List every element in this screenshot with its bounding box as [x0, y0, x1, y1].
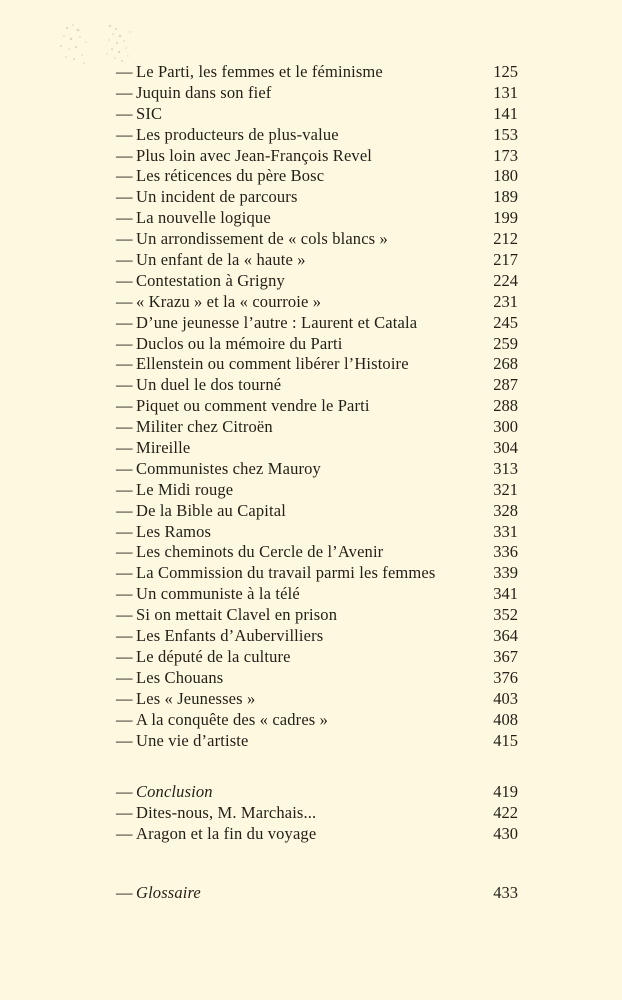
toc-entry[interactable]: [116, 83, 518, 104]
toc-entry[interactable]: [116, 354, 518, 375]
em-dash-icon: —: [116, 605, 133, 625]
em-dash-icon: —: [116, 417, 133, 437]
toc-entry-title: De la Bible au Capital: [136, 500, 286, 520]
toc-entry-title: Conclusion: [136, 782, 213, 802]
toc-entry[interactable]: [116, 417, 518, 438]
em-dash-icon: —: [116, 250, 133, 270]
toc-entry-title: La nouvelle logique: [136, 208, 271, 228]
toc-entry[interactable]: [116, 584, 518, 605]
em-dash-icon: —: [116, 166, 133, 186]
em-dash-icon: —: [116, 542, 133, 562]
toc-entry[interactable]: [116, 731, 518, 752]
em-dash-icon: —: [116, 82, 133, 102]
em-dash-icon: —: [116, 270, 133, 290]
toc-entry-title: Plus loin avec Jean-François Revel: [136, 145, 373, 165]
em-dash-icon: —: [116, 229, 133, 249]
toc-entry-page-number: 288: [493, 396, 518, 416]
toc-entry-title: Piquet ou comment vendre le Parti: [136, 396, 370, 416]
toc-entry[interactable]: [116, 292, 518, 313]
em-dash-icon: —: [116, 124, 133, 144]
toc-entry-page-number: 328: [493, 500, 518, 520]
toc-entry-title: Un duel le dos tourné: [136, 375, 282, 395]
toc-entry-page-number: 352: [493, 605, 518, 625]
toc-entry-page-number: 408: [493, 709, 518, 729]
toc-entry[interactable]: [116, 480, 518, 501]
em-dash-icon: —: [116, 709, 133, 729]
toc-entry-title: Une vie d’artiste: [136, 730, 249, 750]
toc-entry-page-number: 131: [493, 82, 518, 102]
toc-entry[interactable]: [116, 563, 518, 584]
toc-entry-title: « Krazu » et la « courroie »: [136, 291, 322, 311]
toc-entry-title: Les cheminots du Cercle de l’Avenir: [136, 542, 384, 562]
toc-entry[interactable]: [116, 187, 518, 208]
toc-entry-page-number: 331: [493, 521, 518, 541]
toc-entry[interactable]: [116, 605, 518, 626]
toc-entry-list: [116, 62, 518, 904]
toc-entry-title: Ellenstein ou comment libérer l’Histoire: [136, 354, 409, 374]
toc-entry-page-number: 153: [493, 124, 518, 144]
em-dash-icon: —: [116, 145, 133, 165]
toc-entry[interactable]: [116, 803, 518, 824]
em-dash-icon: —: [116, 667, 133, 687]
em-dash-icon: —: [116, 782, 133, 802]
toc-entry[interactable]: [116, 313, 518, 334]
toc-entry[interactable]: [116, 271, 518, 292]
toc-entry-page-number: 224: [493, 270, 518, 290]
toc-entry-title: D’une jeunesse l’autre : Laurent et Catala: [136, 312, 418, 332]
toc-entry[interactable]: [116, 689, 518, 710]
toc-entry-page-number: 419: [493, 782, 518, 802]
toc-entry-page-number: 415: [493, 730, 518, 750]
toc-entry-title: Les Chouans: [136, 667, 224, 687]
toc-entry-page-number: 304: [493, 438, 518, 458]
toc-entry[interactable]: [116, 883, 518, 904]
toc-entry[interactable]: [116, 626, 518, 647]
em-dash-icon: —: [116, 208, 133, 228]
toc-entry-title: Militer chez Citroën: [136, 417, 273, 437]
toc-entry-title: Les producteurs de plus-value: [136, 124, 339, 144]
toc-entry[interactable]: [116, 229, 518, 250]
toc-entry[interactable]: [116, 438, 518, 459]
toc-entry-page-number: 180: [493, 166, 518, 186]
toc-entry-title: Le Parti, les femmes et le féminisme: [136, 62, 383, 81]
em-dash-icon: —: [116, 62, 133, 81]
toc-entry[interactable]: [116, 710, 518, 731]
toc-entry-title: La Commission du travail parmi les femmes: [136, 563, 436, 583]
toc-entry[interactable]: [116, 782, 518, 803]
toc-entry-page-number: 433: [493, 883, 518, 903]
toc-entry-title: Mireille: [136, 438, 191, 458]
toc-entry[interactable]: [116, 104, 518, 125]
toc-entry[interactable]: [116, 146, 518, 167]
toc-entry[interactable]: [116, 375, 518, 396]
em-dash-icon: —: [116, 626, 133, 646]
em-dash-icon: —: [116, 500, 133, 520]
em-dash-icon: —: [116, 824, 133, 844]
toc-entry-title: Juquin dans son fief: [136, 82, 272, 102]
em-dash-icon: —: [116, 396, 133, 416]
group-separator: [116, 751, 518, 782]
em-dash-icon: —: [116, 312, 133, 332]
em-dash-icon: —: [116, 479, 133, 499]
em-dash-icon: —: [116, 187, 133, 207]
toc-entry-page-number: 125: [493, 62, 518, 81]
toc-entry[interactable]: [116, 668, 518, 689]
toc-entry-title: Un incident de parcours: [136, 187, 298, 207]
toc-entry-page-number: 259: [493, 333, 518, 353]
toc-entry-title: Contestation à Grigny: [136, 270, 285, 290]
toc-entry-title: Le Midi rouge: [136, 479, 234, 499]
em-dash-icon: —: [116, 333, 133, 353]
toc-entry[interactable]: [116, 501, 518, 522]
toc-entry-page-number: 245: [493, 312, 518, 332]
toc-entry-page-number: 199: [493, 208, 518, 228]
toc-entry-page-number: 341: [493, 584, 518, 604]
em-dash-icon: —: [116, 103, 133, 123]
em-dash-icon: —: [116, 563, 133, 583]
toc-entry-page-number: 422: [493, 803, 518, 823]
em-dash-icon: —: [116, 688, 133, 708]
em-dash-icon: —: [116, 803, 133, 823]
toc-entry-page-number: 321: [493, 479, 518, 499]
em-dash-icon: —: [116, 646, 133, 666]
toc-entry-title: A la conquête des « cadres »: [136, 709, 329, 729]
toc-entry-page-number: 430: [493, 824, 518, 844]
toc-entry[interactable]: [116, 459, 518, 480]
toc-entry[interactable]: [116, 166, 518, 187]
toc-entry-title: Aragon et la fin du voyage: [136, 824, 317, 844]
toc-entry-title: Duclos ou la mémoire du Parti: [136, 333, 343, 353]
toc-entry-title: SIC: [136, 103, 163, 123]
toc-entry-page-number: 313: [493, 458, 518, 478]
toc-entry-page-number: 212: [493, 229, 518, 249]
toc-entry[interactable]: [116, 62, 518, 83]
toc-entry[interactable]: [116, 824, 518, 845]
toc-entry-title: Un enfant de la « haute »: [136, 250, 306, 270]
toc-entry[interactable]: [116, 522, 518, 543]
toc-entry-page-number: 287: [493, 375, 518, 395]
em-dash-icon: —: [116, 521, 133, 541]
em-dash-icon: —: [116, 291, 133, 311]
toc-entry[interactable]: [116, 396, 518, 417]
toc-entry[interactable]: [116, 250, 518, 271]
toc-entry[interactable]: [116, 208, 518, 229]
toc-entry-title: Les Enfants d’Aubervilliers: [136, 626, 324, 646]
toc-entry-title: Les réticences du père Bosc: [136, 166, 325, 186]
toc-entry-page-number: 339: [493, 563, 518, 583]
toc-entry-title: Les Ramos: [136, 521, 212, 541]
em-dash-icon: —: [116, 584, 133, 604]
toc-entry[interactable]: [116, 647, 518, 668]
toc-entry-title: Dites-nous, M. Marchais...: [136, 803, 317, 823]
em-dash-icon: —: [116, 730, 133, 750]
toc-entry-page-number: 367: [493, 646, 518, 666]
toc-entry-page-number: 231: [493, 291, 518, 311]
toc-entry[interactable]: [116, 125, 518, 146]
toc-entry-title: Communistes chez Mauroy: [136, 458, 321, 478]
toc-entry-title: Glossaire: [136, 883, 201, 903]
toc-entry-page-number: 141: [493, 103, 518, 123]
em-dash-icon: —: [116, 354, 133, 374]
toc-entry-page-number: 403: [493, 688, 518, 708]
toc-entry-page-number: 300: [493, 417, 518, 437]
group-separator: [116, 845, 518, 883]
toc-entry-page-number: 268: [493, 354, 518, 374]
em-dash-icon: —: [116, 438, 133, 458]
toc-entry-page-number: 376: [493, 667, 518, 687]
toc-entry-title: Le député de la culture: [136, 646, 291, 666]
toc-entry-page-number: 189: [493, 187, 518, 207]
toc-entry-title: Les « Jeunesses »: [136, 688, 256, 708]
em-dash-icon: —: [116, 458, 133, 478]
toc-entry[interactable]: [116, 542, 518, 563]
toc-entry-title: Si on mettait Clavel en prison: [136, 605, 338, 625]
em-dash-icon: —: [116, 883, 133, 903]
toc-entry-title: Un arrondissement de « cols blancs »: [136, 229, 388, 249]
toc-entry-page-number: 217: [493, 250, 518, 270]
toc-entry-page-number: 173: [493, 145, 518, 165]
toc-entry[interactable]: [116, 334, 518, 355]
toc-entry-page-number: 336: [493, 542, 518, 562]
em-dash-icon: —: [116, 375, 133, 395]
toc-entry-title: Un communiste à la télé: [136, 584, 300, 604]
toc-entry-page-number: 364: [493, 626, 518, 646]
